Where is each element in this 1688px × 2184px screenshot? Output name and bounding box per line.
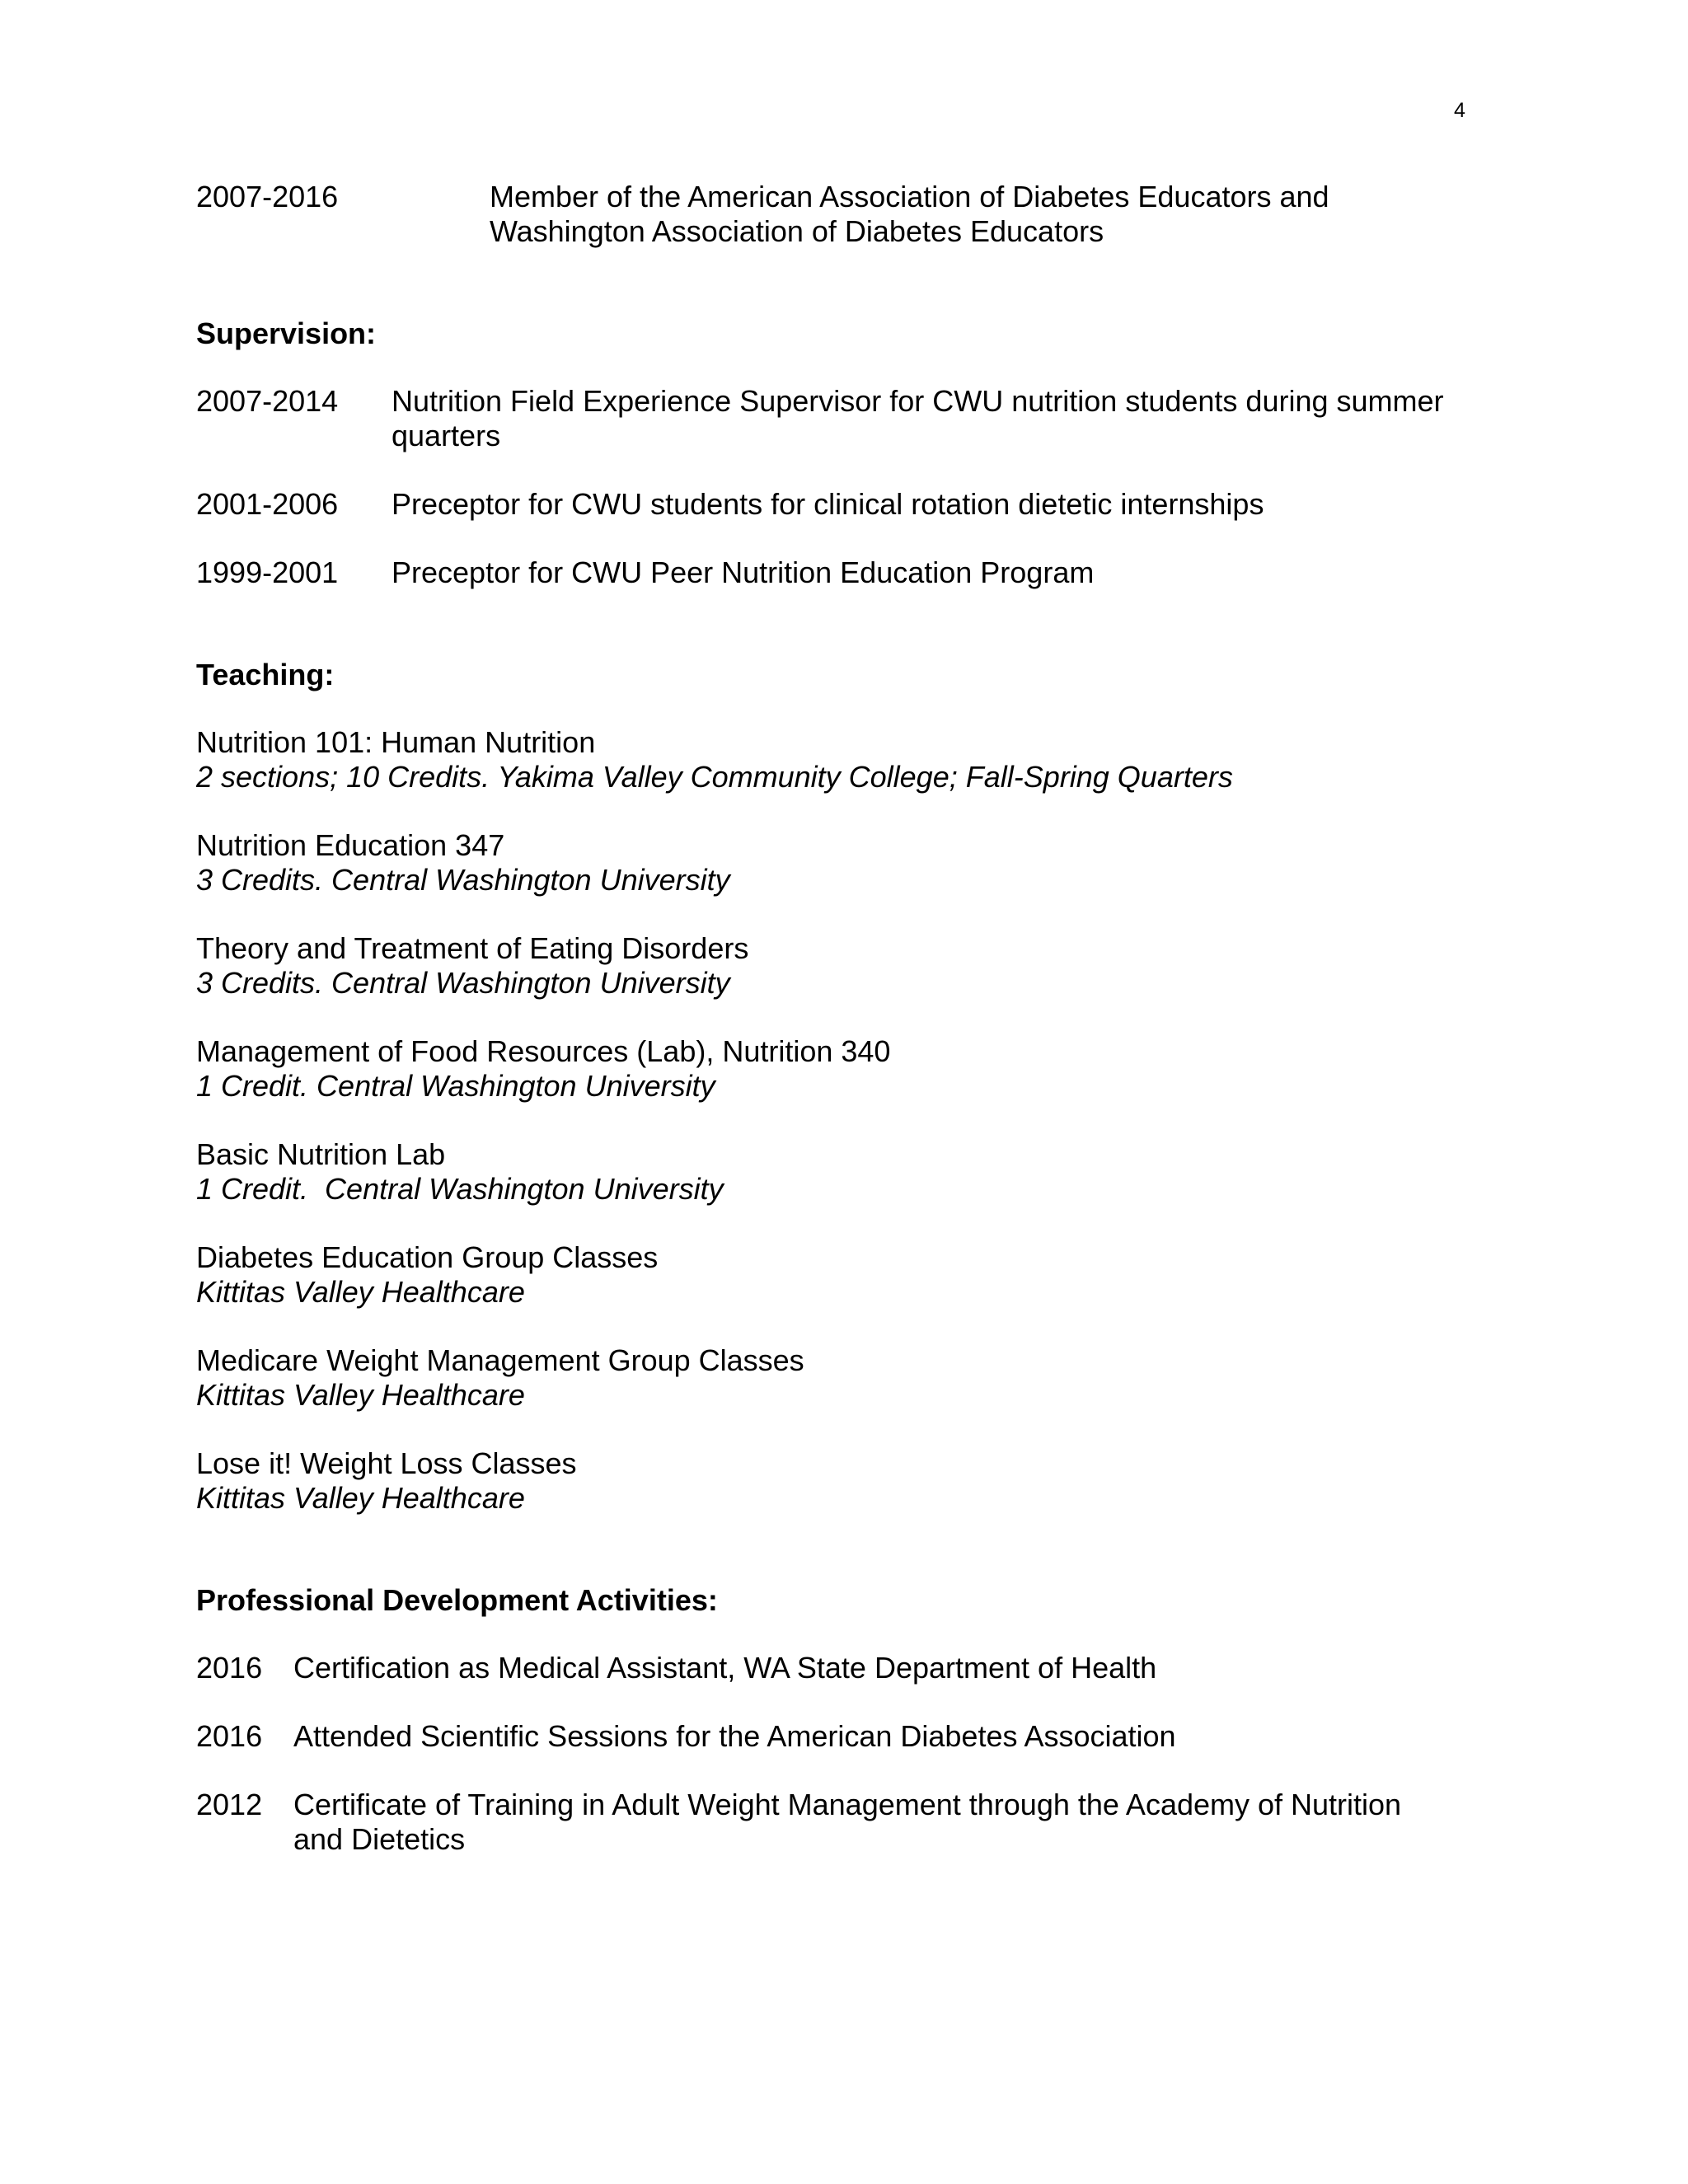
entry-years: 2007-2016 [196, 180, 339, 213]
document-content [196, 180, 1482, 1857]
course-entry [196, 931, 1482, 1001]
course-entry [196, 828, 1482, 898]
entry-description [293, 1788, 1482, 1857]
entry-years: 1999-2001 [196, 555, 339, 589]
entry-line: Member of the American Association of Diabetes Educators and [490, 180, 1329, 213]
page-number: 4 [1454, 99, 1465, 122]
course-details: 2 sections; 10 Credits. Yakima Valley Community College; Fall-Spring Quarters [196, 760, 1233, 794]
course-entry [196, 1240, 1482, 1310]
course-entry [196, 1137, 1482, 1207]
entry-line: and Dietetics [293, 1822, 466, 1856]
entry-description [490, 180, 1482, 249]
course-details: 3 Credits. Central Washington University [196, 863, 730, 897]
course-title: Basic Nutrition Lab [196, 1137, 446, 1171]
course-details: 1 Credit. Central Washington University [196, 1069, 715, 1103]
entry-year: 2016 [196, 1719, 263, 1753]
course-entry [196, 1034, 1482, 1104]
course-entry [196, 1446, 1482, 1516]
course-details: 1 Credit. Central Washington University [196, 1172, 724, 1206]
entry-description: Preceptor for CWU students for clinical rotation dietetic internships [392, 487, 1264, 521]
teaching-heading: Teaching: [196, 658, 335, 691]
entry-description [392, 384, 1482, 453]
course-details: Kittitas Valley Healthcare [196, 1275, 525, 1309]
supervision-entry [196, 384, 1482, 453]
entry-year: 2016 [196, 1651, 263, 1685]
professional-development-entry [196, 1788, 1482, 1857]
course-title: Management of Food Resources (Lab), Nutrition 340 [196, 1034, 891, 1068]
professional-development-entry [196, 1651, 1482, 1685]
professional-development-entry [196, 1719, 1482, 1754]
entry-line: Nutrition Field Experience Supervisor for CWU nutrition students during summer [392, 384, 1444, 418]
entry-description: Certification as Medical Assistant, WA State Department of Health [293, 1651, 1157, 1685]
course-title: Nutrition 101: Human Nutrition [196, 725, 596, 759]
course-details: 3 Credits. Central Washington University [196, 966, 730, 1000]
course-entry [196, 1343, 1482, 1413]
course-title: Nutrition Education 347 [196, 828, 505, 862]
course-title: Diabetes Education Group Classes [196, 1240, 659, 1274]
membership-entry [196, 180, 1482, 249]
course-title: Lose it! Weight Loss Classes [196, 1446, 577, 1480]
course-title: Theory and Treatment of Eating Disorders [196, 931, 749, 965]
course-entry [196, 725, 1482, 794]
course-title: Medicare Weight Management Group Classes [196, 1343, 804, 1377]
entry-years: 2007-2014 [196, 384, 339, 418]
entry-description: Attended Scientific Sessions for the American Diabetes Association [293, 1719, 1176, 1753]
entry-line: quarters [392, 419, 501, 452]
course-details: Kittitas Valley Healthcare [196, 1378, 525, 1412]
supervision-entry [196, 555, 1482, 590]
supervision-heading: Supervision: [196, 316, 377, 350]
entry-line: Washington Association of Diabetes Educators [490, 214, 1104, 248]
course-details: Kittitas Valley Healthcare [196, 1481, 525, 1515]
entry-description: Preceptor for CWU Peer Nutrition Education Program [392, 555, 1095, 589]
entry-line: Certificate of Training in Adult Weight Management through the Academy of Nutrition [293, 1788, 1402, 1821]
professional-development-heading: Professional Development Activities: [196, 1583, 718, 1617]
supervision-entry [196, 487, 1482, 522]
entry-years: 2001-2006 [196, 487, 339, 521]
entry-year: 2012 [196, 1788, 263, 1821]
